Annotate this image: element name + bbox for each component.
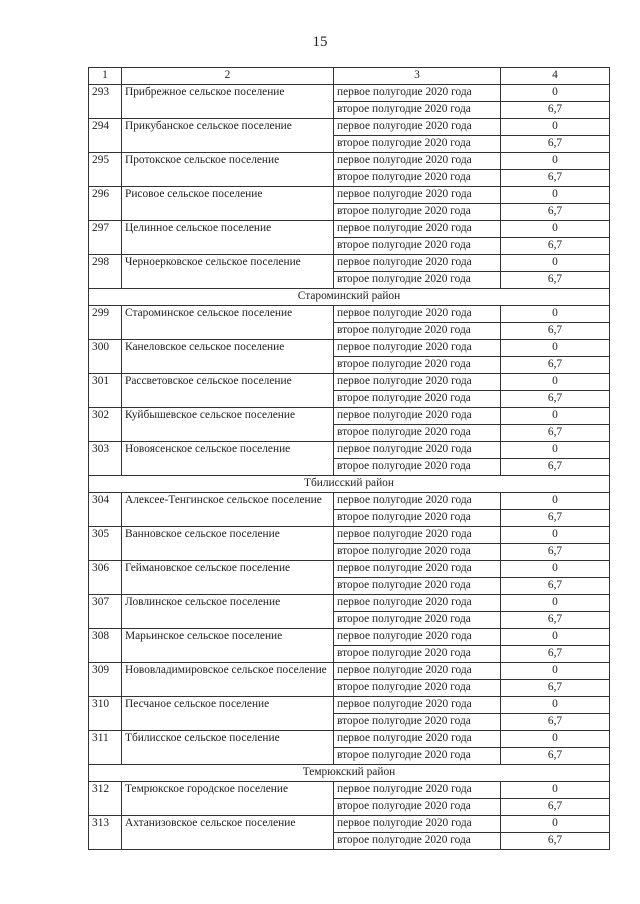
period-first-half: первое полугодие 2020 года xyxy=(334,493,501,510)
table-row xyxy=(89,119,610,136)
period-second-half: второе полугодие 2020 года xyxy=(334,391,501,408)
value-second-half: 6,7 xyxy=(501,357,610,374)
period-first-half: первое полугодие 2020 года xyxy=(334,442,501,459)
table-row xyxy=(89,527,610,544)
period-first-half: первое полугодие 2020 года xyxy=(334,306,501,323)
value-second-half: 6,7 xyxy=(501,799,610,816)
period-second-half: второе полугодие 2020 года xyxy=(334,459,501,476)
period-first-half: первое полугодие 2020 года xyxy=(334,595,501,612)
row-number: 306 xyxy=(89,561,122,595)
value-first-half: 0 xyxy=(501,663,610,680)
table-row xyxy=(89,340,610,357)
period-first-half: первое полугодие 2020 года xyxy=(334,119,501,136)
value-first-half: 0 xyxy=(501,731,610,748)
period-first-half: первое полугодие 2020 года xyxy=(334,561,501,578)
table-body xyxy=(89,85,610,850)
value-first-half: 0 xyxy=(501,493,610,510)
row-number: 304 xyxy=(89,493,122,527)
table-row xyxy=(89,663,610,680)
period-first-half: первое полугодие 2020 года xyxy=(334,153,501,170)
column-number-1: 1 xyxy=(89,68,122,85)
settlement-name: Тбилисское сельское поселение xyxy=(122,731,334,765)
table-row xyxy=(89,493,610,510)
value-first-half: 0 xyxy=(501,816,610,833)
row-number: 302 xyxy=(89,408,122,442)
district-heading: Староминский район xyxy=(89,289,610,306)
district-row xyxy=(89,765,610,782)
value-first-half: 0 xyxy=(501,119,610,136)
settlement-name: Темрюкское городское поселение xyxy=(122,782,334,816)
value-first-half: 0 xyxy=(501,408,610,425)
settlement-name: Нововладимировское сельское поселение xyxy=(122,663,334,697)
column-number-2: 2 xyxy=(122,68,334,85)
value-first-half: 0 xyxy=(501,340,610,357)
settlement-name: Целинное сельское поселение xyxy=(122,221,334,255)
period-second-half: второе полугодие 2020 года xyxy=(334,680,501,697)
table-row xyxy=(89,255,610,272)
value-second-half: 6,7 xyxy=(501,578,610,595)
table-row xyxy=(89,629,610,646)
period-second-half: второе полугодие 2020 года xyxy=(334,204,501,221)
period-first-half: первое полугодие 2020 года xyxy=(334,663,501,680)
value-first-half: 0 xyxy=(501,374,610,391)
period-first-half: первое полугодие 2020 года xyxy=(334,374,501,391)
value-first-half: 0 xyxy=(501,306,610,323)
table-row xyxy=(89,442,610,459)
value-second-half: 6,7 xyxy=(501,323,610,340)
period-second-half: второе полугодие 2020 года xyxy=(334,102,501,119)
row-number: 308 xyxy=(89,629,122,663)
settlement-name: Рисовое сельское поселение xyxy=(122,187,334,221)
value-second-half: 6,7 xyxy=(501,136,610,153)
table-row xyxy=(89,595,610,612)
value-first-half: 0 xyxy=(501,629,610,646)
tariff-table xyxy=(88,67,610,850)
period-first-half: первое полугодие 2020 года xyxy=(334,816,501,833)
row-number: 298 xyxy=(89,255,122,289)
row-number: 305 xyxy=(89,527,122,561)
row-number: 296 xyxy=(89,187,122,221)
settlement-name: Протокское сельское поселение xyxy=(122,153,334,187)
period-first-half: первое полугодие 2020 года xyxy=(334,629,501,646)
value-first-half: 0 xyxy=(501,697,610,714)
settlement-name: Марьинское сельское поселение xyxy=(122,629,334,663)
period-first-half: первое полугодие 2020 года xyxy=(334,221,501,238)
value-first-half: 0 xyxy=(501,221,610,238)
table-row xyxy=(89,306,610,323)
table-row xyxy=(89,782,610,799)
period-second-half: второе полугодие 2020 года xyxy=(334,833,501,850)
district-row xyxy=(89,289,610,306)
settlement-name: Ванновское сельское поселение xyxy=(122,527,334,561)
value-second-half: 6,7 xyxy=(501,391,610,408)
settlement-name: Ловлинское сельское поселение xyxy=(122,595,334,629)
period-second-half: второе полугодие 2020 года xyxy=(334,357,501,374)
value-second-half: 6,7 xyxy=(501,544,610,561)
period-second-half: второе полугодие 2020 года xyxy=(334,714,501,731)
table-row xyxy=(89,408,610,425)
period-second-half: второе полугодие 2020 года xyxy=(334,646,501,663)
row-number: 293 xyxy=(89,85,122,119)
value-second-half: 6,7 xyxy=(501,459,610,476)
row-number: 301 xyxy=(89,374,122,408)
period-second-half: второе полугодие 2020 года xyxy=(334,170,501,187)
period-first-half: первое полугодие 2020 года xyxy=(334,782,501,799)
period-second-half: второе полугодие 2020 года xyxy=(334,544,501,561)
row-number: 299 xyxy=(89,306,122,340)
settlement-name: Ахтанизовское сельское поселение xyxy=(122,816,334,850)
settlement-name: Прикубанское сельское поселение xyxy=(122,119,334,153)
settlement-name: Канеловское сельское поселение xyxy=(122,340,334,374)
value-first-half: 0 xyxy=(501,85,610,102)
value-second-half: 6,7 xyxy=(501,272,610,289)
settlement-name: Рассветовское сельское поселение xyxy=(122,374,334,408)
row-number: 294 xyxy=(89,119,122,153)
period-second-half: второе полугодие 2020 года xyxy=(334,612,501,629)
value-first-half: 0 xyxy=(501,442,610,459)
value-first-half: 0 xyxy=(501,595,610,612)
period-first-half: первое полугодие 2020 года xyxy=(334,255,501,272)
row-number: 310 xyxy=(89,697,122,731)
period-second-half: второе полугодие 2020 года xyxy=(334,510,501,527)
value-first-half: 0 xyxy=(501,561,610,578)
row-number: 295 xyxy=(89,153,122,187)
period-second-half: второе полугодие 2020 года xyxy=(334,272,501,289)
table-row xyxy=(89,85,610,102)
district-row xyxy=(89,476,610,493)
value-first-half: 0 xyxy=(501,782,610,799)
period-first-half: первое полугодие 2020 года xyxy=(334,187,501,204)
period-second-half: второе полугодие 2020 года xyxy=(334,425,501,442)
row-number: 300 xyxy=(89,340,122,374)
value-second-half: 6,7 xyxy=(501,612,610,629)
table-row xyxy=(89,697,610,714)
row-number: 307 xyxy=(89,595,122,629)
value-first-half: 0 xyxy=(501,187,610,204)
value-second-half: 6,7 xyxy=(501,680,610,697)
table-row xyxy=(89,731,610,748)
value-second-half: 6,7 xyxy=(501,238,610,255)
row-number: 312 xyxy=(89,782,122,816)
period-second-half: второе полугодие 2020 года xyxy=(334,238,501,255)
value-second-half: 6,7 xyxy=(501,748,610,765)
row-number: 303 xyxy=(89,442,122,476)
period-second-half: второе полугодие 2020 года xyxy=(334,578,501,595)
period-first-half: первое полугодие 2020 года xyxy=(334,85,501,102)
table-row xyxy=(89,374,610,391)
settlement-name: Черноерковское сельское поселение xyxy=(122,255,334,289)
period-second-half: второе полугодие 2020 года xyxy=(334,136,501,153)
period-first-half: первое полугодие 2020 года xyxy=(334,697,501,714)
settlement-name: Песчаное сельское поселение xyxy=(122,697,334,731)
value-second-half: 6,7 xyxy=(501,833,610,850)
value-first-half: 0 xyxy=(501,153,610,170)
row-number: 309 xyxy=(89,663,122,697)
value-second-half: 6,7 xyxy=(501,510,610,527)
period-first-half: первое полугодие 2020 года xyxy=(334,340,501,357)
value-second-half: 6,7 xyxy=(501,204,610,221)
row-number: 297 xyxy=(89,221,122,255)
page-number: 15 xyxy=(312,34,328,50)
period-second-half: второе полугодие 2020 года xyxy=(334,799,501,816)
period-first-half: первое полугодие 2020 года xyxy=(334,731,501,748)
table-row xyxy=(89,816,610,833)
settlement-name: Новоясенское сельское поселение xyxy=(122,442,334,476)
table-row xyxy=(89,561,610,578)
period-first-half: первое полугодие 2020 года xyxy=(334,527,501,544)
column-number-row xyxy=(89,68,610,85)
value-first-half: 0 xyxy=(501,527,610,544)
table-row xyxy=(89,221,610,238)
table-row xyxy=(89,187,610,204)
value-second-half: 6,7 xyxy=(501,425,610,442)
period-second-half: второе полугодие 2020 года xyxy=(334,323,501,340)
value-second-half: 6,7 xyxy=(501,102,610,119)
district-heading: Тбилисский район xyxy=(89,476,610,493)
settlement-name: Алексее-Тенгинское сельское поселение xyxy=(122,493,334,527)
table-row xyxy=(89,153,610,170)
district-heading: Темрюкский район xyxy=(89,765,610,782)
row-number: 311 xyxy=(89,731,122,765)
settlement-name: Куйбышевское сельское поселение xyxy=(122,408,334,442)
value-second-half: 6,7 xyxy=(501,646,610,663)
value-second-half: 6,7 xyxy=(501,170,610,187)
column-number-4: 4 xyxy=(501,68,610,85)
period-first-half: первое полугодие 2020 года xyxy=(334,408,501,425)
period-second-half: второе полугодие 2020 года xyxy=(334,748,501,765)
column-number-3: 3 xyxy=(334,68,501,85)
settlement-name: Староминское сельское поселение xyxy=(122,306,334,340)
settlement-name: Прибрежное сельское поселение xyxy=(122,85,334,119)
value-first-half: 0 xyxy=(501,255,610,272)
settlement-name: Геймановское сельское поселение xyxy=(122,561,334,595)
row-number: 313 xyxy=(89,816,122,850)
value-second-half: 6,7 xyxy=(501,714,610,731)
